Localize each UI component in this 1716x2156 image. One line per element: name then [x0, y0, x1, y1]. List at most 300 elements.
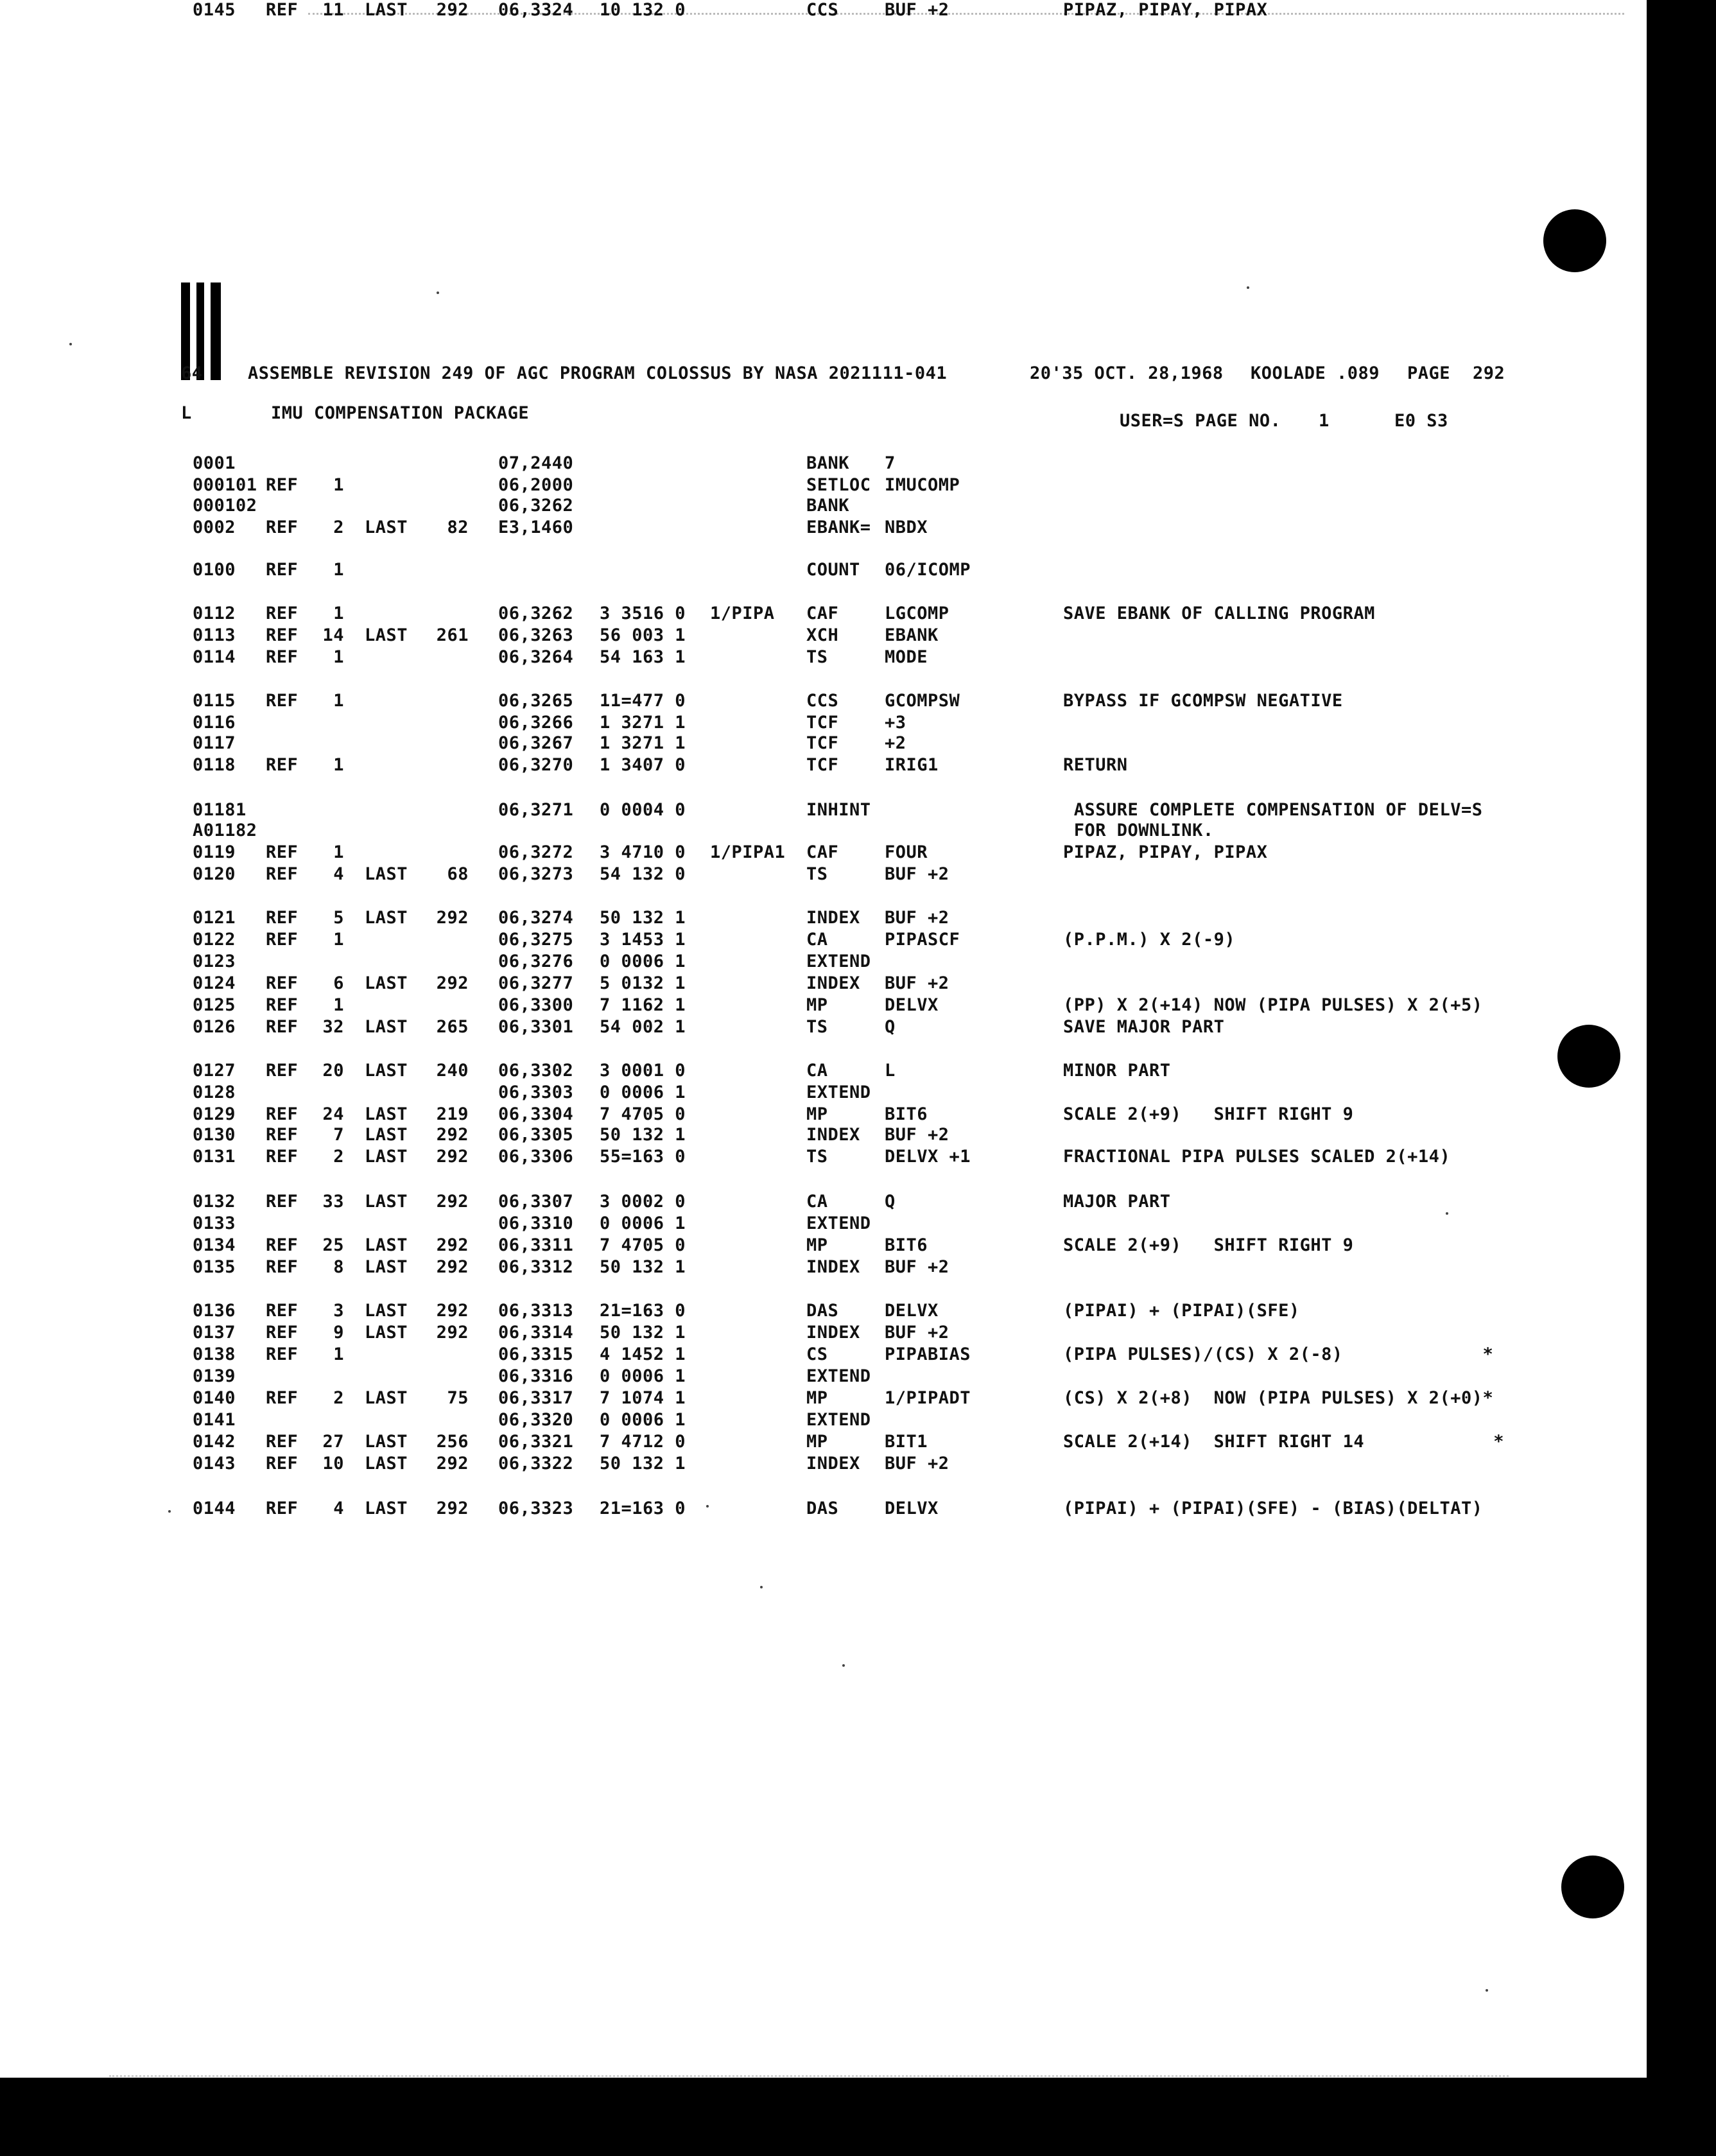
listing-refcount: 8 [333, 1257, 344, 1277]
listing-comment: SCALE 2(+9) SHIFT RIGHT 9 [1063, 1235, 1354, 1255]
speck [1446, 1212, 1448, 1215]
listing-addr: 06,3267 [498, 733, 574, 753]
listing-label: 1/PIPA [710, 604, 775, 623]
listing-operand: BUF +2 [885, 1454, 949, 1474]
listing-code: 50 132 1 [600, 1257, 686, 1277]
listing-refcount: 7 [333, 1125, 344, 1145]
listing-code: 0 0006 1 [600, 1366, 686, 1386]
listing-addr: 06,3302 [498, 1061, 574, 1081]
listing-code: 7 1074 1 [600, 1388, 686, 1408]
speck [706, 1505, 709, 1508]
listing-addr: 06,3315 [498, 1344, 574, 1364]
listing-op: EXTEND [806, 1213, 871, 1233]
listing-last: LAST [365, 1147, 408, 1167]
listing-seq: 0126 [193, 1017, 236, 1037]
listing-seq: 0135 [193, 1257, 236, 1277]
listing-ref: REF [266, 995, 299, 1015]
listing-refcount: 25 [322, 1235, 344, 1255]
listing-op: CA [806, 930, 828, 950]
listing-op: SETLOC [806, 475, 871, 495]
listing-op: DAS [806, 1499, 839, 1518]
listing-last: LAST [365, 517, 408, 537]
listing-lastpg: 219 [436, 1104, 469, 1124]
listing-seq: 0114 [193, 647, 236, 667]
listing-comment: (PIPAI) + (PIPAI)(SFE) [1063, 1301, 1300, 1321]
listing-seq: 0116 [193, 713, 236, 733]
listing-refcount: 1 [333, 647, 344, 667]
listing-op: TS [806, 864, 828, 884]
listing-operand: GCOMPSW [885, 691, 960, 711]
listing-addr: 06,3305 [498, 1125, 574, 1145]
listing-last: LAST [365, 1257, 408, 1277]
listing-ref: REF [266, 930, 299, 950]
listing-code: 3 0002 0 [600, 1192, 686, 1212]
listing-comment: PIPAZ, PIPAY, PIPAX [1063, 842, 1268, 862]
listing-comment: (PIPA PULSES)/(CS) X 2(-8) * [1063, 1344, 1494, 1364]
listing-operand: MODE [885, 647, 928, 667]
listing-seq: 0144 [193, 1499, 236, 1518]
listing-ref: REF [266, 1344, 299, 1364]
listing-code: 7 4712 0 [600, 1432, 686, 1452]
listing-addr: 06,3274 [498, 908, 574, 928]
listing-refcount: 1 [333, 560, 344, 580]
listing-seq: 0139 [193, 1366, 236, 1386]
listing-comment: FRACTIONAL PIPA PULSES SCALED 2(+14) [1063, 1147, 1451, 1167]
listing-ref: REF [266, 1125, 299, 1145]
listing-operand: PIPASCF [885, 930, 960, 950]
listing-refcount: 4 [333, 1499, 344, 1518]
listing-operand: PIPABIAS [885, 1344, 971, 1364]
listing-op: CS [806, 1344, 828, 1364]
listing-comment: FOR DOWNLINK. [1063, 821, 1214, 840]
listing-ref: REF [266, 1454, 299, 1474]
listing-comment: SCALE 2(+14) SHIFT RIGHT 14 * [1063, 1432, 1504, 1452]
listing-code: 55=163 0 [600, 1147, 686, 1167]
listing-refcount: 1 [333, 995, 344, 1015]
listing-op: INDEX [806, 908, 860, 928]
listing-code: 1 3271 1 [600, 713, 686, 733]
listing-comment: ASSURE COMPLETE COMPENSATION OF DELV=S [1063, 800, 1483, 820]
listing-op: MP [806, 1432, 828, 1452]
listing-operand: +3 [885, 713, 906, 733]
listing-seq: 0137 [193, 1323, 236, 1343]
listing-code: 4 1452 1 [600, 1344, 686, 1364]
speck [437, 291, 439, 294]
listing-seq: 0124 [193, 973, 236, 993]
listing-refcount: 2 [333, 1388, 344, 1408]
punch-hole-top [1543, 209, 1606, 272]
listing-operand: BIT6 [885, 1235, 928, 1255]
listing-ref: REF [266, 1323, 299, 1343]
listing-code: 7 4705 0 [600, 1235, 686, 1255]
listing-ref: REF [266, 475, 299, 495]
listing-seq: 0123 [193, 952, 236, 971]
speck [1486, 1989, 1488, 1992]
listing-seq: 0112 [193, 604, 236, 623]
listing-operand: EBANK [885, 625, 939, 645]
listing-addr: 06,3271 [498, 800, 574, 820]
listing-seq: 0132 [193, 1192, 236, 1212]
listing-last: LAST [365, 1192, 408, 1212]
listing-code: 7 4705 0 [600, 1104, 686, 1124]
listing-operand: BIT6 [885, 1104, 928, 1124]
listing-addr: 06,3304 [498, 1104, 574, 1124]
listing-operand: +2 [885, 733, 906, 753]
listing-op: TS [806, 1017, 828, 1037]
listing-op: XCH [806, 625, 839, 645]
listing-operand: LGCOMP [885, 604, 949, 623]
punch-hole-bottom [1561, 1856, 1624, 1918]
listing-ref: REF [266, 908, 299, 928]
listing-code: 5 0132 1 [600, 973, 686, 993]
listing-addr: 06,3303 [498, 1082, 574, 1102]
listing-addr: 06,3266 [498, 713, 574, 733]
listing-addr: 06,3322 [498, 1454, 574, 1474]
listing-lastpg: 292 [436, 1147, 469, 1167]
listing-operand: BUF +2 [885, 864, 949, 884]
listing-comment: PIPAZ, PIPAY, PIPAX [1063, 0, 1268, 20]
listing-addr: 06,2000 [498, 475, 574, 495]
listing-ref: REF [266, 1104, 299, 1124]
listing-seq: 0142 [193, 1432, 236, 1452]
listing-addr: 06,3277 [498, 973, 574, 993]
listing-operand: DELVX +1 [885, 1147, 971, 1167]
listing-refcount: 24 [322, 1104, 344, 1124]
listing-addr: 06,3300 [498, 995, 574, 1015]
listing-lastpg: 261 [436, 625, 469, 645]
listing-operand: BUF +2 [885, 973, 949, 993]
listing-code: 3 3516 0 [600, 604, 686, 623]
listing-refcount: 9 [333, 1323, 344, 1343]
listing-ref: REF [266, 647, 299, 667]
listing-code: 54 163 1 [600, 647, 686, 667]
listing-refcount: 14 [322, 625, 344, 645]
listing-seq: 0115 [193, 691, 236, 711]
listing-ref: REF [266, 1192, 299, 1212]
listing-addr: 07,2440 [498, 453, 574, 473]
listing-ref: REF [266, 1235, 299, 1255]
listing-addr: 06,3301 [498, 1017, 574, 1037]
listing-refcount: 1 [333, 475, 344, 495]
listing-operand: 1/PIPADT [885, 1388, 971, 1408]
listing-op: INHINT [806, 800, 871, 820]
listing-op: CAF [806, 842, 839, 862]
listing-comment: (CS) X 2(+8) NOW (PIPA PULSES) X 2(+0)* [1063, 1388, 1494, 1408]
listing-operand: DELVX [885, 1499, 939, 1518]
listing-ref: REF [266, 1017, 299, 1037]
listing-comment: MAJOR PART [1063, 1192, 1171, 1212]
listing-seq: 0138 [193, 1344, 236, 1364]
listing-operand: BUF +2 [885, 1125, 949, 1145]
listing-seq: 0130 [193, 1125, 236, 1145]
listing-code: 3 0001 0 [600, 1061, 686, 1081]
listing-operand: BUF +2 [885, 908, 949, 928]
listing-addr: 06,3312 [498, 1257, 574, 1277]
listing-last: LAST [365, 1499, 408, 1518]
listing-ref: REF [266, 517, 299, 537]
listing-lastpg: 292 [436, 1257, 469, 1277]
listing-refcount: 1 [333, 842, 344, 862]
listing-ref: REF [266, 1257, 299, 1277]
listing-code: 0 0004 0 [600, 800, 686, 820]
listing-code: 21=163 0 [600, 1301, 686, 1321]
listing-operand: 7 [885, 453, 896, 473]
listing-op: BANK [806, 496, 850, 516]
listing-addr: 06,3262 [498, 496, 574, 516]
listing-addr: 06,3273 [498, 864, 574, 884]
listing-source: KOOLADE .089 [1251, 363, 1380, 383]
listing-op: EXTEND [806, 952, 871, 971]
listing-code: 3 1453 1 [600, 930, 686, 950]
listing-addr: 06,3317 [498, 1388, 574, 1408]
listing-lastpg: 292 [436, 1499, 469, 1518]
listing-code: 11=477 0 [600, 691, 686, 711]
listing-code: 50 132 1 [600, 1454, 686, 1474]
eo-marker: E0 S3 [1394, 411, 1448, 431]
listing-last: LAST [365, 864, 408, 884]
listing-lastpg: 292 [436, 1125, 469, 1145]
listing-last: LAST [365, 1017, 408, 1037]
bottom-edge-artifact [109, 2075, 1509, 2078]
listing-code: 3 4710 0 [600, 842, 686, 862]
listing-last: LAST [365, 1323, 408, 1343]
listing-seq: 0129 [193, 1104, 236, 1124]
listing-operand: BUF +2 [885, 1257, 949, 1277]
listing-addr: 06,3323 [498, 1499, 574, 1518]
listing-addr: 06,3310 [498, 1213, 574, 1233]
listing-seq: 0122 [193, 930, 236, 950]
listing-refcount: 1 [333, 604, 344, 623]
punch-hole-middle [1557, 1025, 1620, 1088]
listing-ref: REF [266, 1147, 299, 1167]
listing-lastpg: 292 [436, 1235, 469, 1255]
listing-code: 0 0006 1 [600, 1082, 686, 1102]
listing-seq: 0136 [193, 1301, 236, 1321]
listing-seq: 0145 [193, 0, 236, 20]
listing-last: LAST [365, 1301, 408, 1321]
listing-op: CCS [806, 0, 839, 20]
listing-operand: BIT1 [885, 1432, 928, 1452]
listing-op: TS [806, 1147, 828, 1167]
listing-seq: 000102 [193, 496, 257, 516]
listing-ref: REF [266, 604, 299, 623]
section-marker: L [181, 403, 192, 423]
listing-lastpg: 292 [436, 908, 469, 928]
listing-op: CA [806, 1061, 828, 1081]
listing-op: EBANK= [806, 517, 871, 537]
listing-refcount: 5 [333, 908, 344, 928]
speck [1247, 286, 1249, 289]
listing-seq: 0119 [193, 842, 236, 862]
listing-last: LAST [365, 1104, 408, 1124]
listing-title: ASSEMBLE REVISION 249 OF AGC PROGRAM COLOSSUS BY NASA 2021111-041 [248, 363, 948, 383]
listing-lastpg: 82 [447, 517, 469, 537]
listing-operand: Q [885, 1017, 896, 1037]
listing-op: MP [806, 1104, 828, 1124]
listing-addr: 06,3265 [498, 691, 574, 711]
listing-last: LAST [365, 1454, 408, 1474]
listing-op: TCF [806, 733, 839, 753]
listing-op: EXTEND [806, 1366, 871, 1386]
listing-comment: BYPASS IF GCOMPSW NEGATIVE [1063, 691, 1343, 711]
listing-addr: 06,3316 [498, 1366, 574, 1386]
listing-addr: 06,3264 [498, 647, 574, 667]
section-title: IMU COMPENSATION PACKAGE [271, 403, 530, 423]
listing-lastpg: 75 [447, 1388, 469, 1408]
listing-addr: 06,3275 [498, 930, 574, 950]
listing-ref: REF [266, 1432, 299, 1452]
speck [168, 1510, 171, 1513]
listing-op: CAF [806, 604, 839, 623]
listing-seq: 0131 [193, 1147, 236, 1167]
listing-last: LAST [365, 1061, 408, 1081]
listing-op: EXTEND [806, 1082, 871, 1102]
listing-datetime: 20'35 OCT. 28,1968 [1030, 363, 1224, 383]
listing-op: MP [806, 1235, 828, 1255]
listing-comment: SAVE MAJOR PART [1063, 1017, 1225, 1037]
listing-comment: SCALE 2(+9) SHIFT RIGHT 9 [1063, 1104, 1354, 1124]
listing-op: COUNT [806, 560, 860, 580]
listing-seq: 0125 [193, 995, 236, 1015]
listing-addr: 06,3262 [498, 604, 574, 623]
listing-code: 54 132 0 [600, 864, 686, 884]
listing-operand: BUF +2 [885, 1323, 949, 1343]
listing-addr: 06,3320 [498, 1410, 574, 1430]
listing-operand: IRIG1 [885, 755, 939, 775]
user-page-number: 1 [1319, 411, 1330, 431]
listing-seq: 0134 [193, 1235, 236, 1255]
listing-lastpg: 265 [436, 1017, 469, 1037]
listing-ref: REF [266, 625, 299, 645]
listing-last: LAST [365, 0, 408, 20]
listing-operand: DELVX [885, 995, 939, 1015]
listing-ref: REF [266, 1301, 299, 1321]
listing-ref: REF [266, 1388, 299, 1408]
listing-operand: Q [885, 1192, 896, 1212]
listing-last: LAST [365, 625, 408, 645]
listing-code: 54 002 1 [600, 1017, 686, 1037]
listing-operand: NBDX [885, 517, 928, 537]
listing-refcount: 4 [333, 864, 344, 884]
listing-addr: 06,3307 [498, 1192, 574, 1212]
listing-op: EXTEND [806, 1410, 871, 1430]
listing-addr: 06,3314 [498, 1323, 574, 1343]
listing-lastpg: 292 [436, 1454, 469, 1474]
listing-operand: BUF +2 [885, 0, 949, 20]
listing-ref: REF [266, 842, 299, 862]
listing-addr: 06,3311 [498, 1235, 574, 1255]
listing-seq: 0127 [193, 1061, 236, 1081]
listing-refcount: 27 [322, 1432, 344, 1452]
speck [69, 343, 72, 345]
listing-refcount: 20 [322, 1061, 344, 1081]
listing-refcount: 32 [322, 1017, 344, 1037]
listing-comment: RETURN [1063, 755, 1128, 775]
listing-code: 0 0006 1 [600, 952, 686, 971]
listing-addr: 06,3313 [498, 1301, 574, 1321]
listing-seq: 0143 [193, 1454, 236, 1474]
listing-seq: 0118 [193, 755, 236, 775]
listing-refcount: 2 [333, 1147, 344, 1167]
listing-addr: E3,1460 [498, 517, 574, 537]
listing-operand: IMUCOMP [885, 475, 960, 495]
listing-lastpg: 292 [436, 1301, 469, 1321]
listing-addr: 06,3263 [498, 625, 574, 645]
listing-comment: (PP) X 2(+14) NOW (PIPA PULSES) X 2(+5) [1063, 995, 1483, 1015]
listing-seq: A01182 [193, 821, 257, 840]
listing-comment: (PIPAI) + (PIPAI)(SFE) - (BIAS)(DELTAT) [1063, 1499, 1483, 1518]
listing-lastpg: 292 [436, 973, 469, 993]
listing-addr: 06,3276 [498, 952, 574, 971]
listing-seq: 0117 [193, 733, 236, 753]
listing-label: 1/PIPA1 [710, 842, 786, 862]
listing-code: 50 132 1 [600, 908, 686, 928]
listing-op: TCF [806, 755, 839, 775]
listing-seq: 0133 [193, 1213, 236, 1233]
listing-lastpg: 68 [447, 864, 469, 884]
listing-last: LAST [365, 1432, 408, 1452]
listing-op: MP [806, 995, 828, 1015]
user-page-label: USER=S PAGE NO. [1120, 411, 1281, 431]
listing-refcount: 1 [333, 691, 344, 711]
listing-addr: 06,3324 [498, 0, 574, 20]
listing-code: 50 132 1 [600, 1323, 686, 1343]
listing-ref: REF [266, 691, 299, 711]
listing-op: BANK [806, 453, 850, 473]
listing-op: TS [806, 647, 828, 667]
listing-seq: 01181 [193, 800, 247, 820]
listing-op: INDEX [806, 973, 860, 993]
listing-code: 56 003 1 [600, 625, 686, 645]
listing-lastpg: 256 [436, 1432, 469, 1452]
listing-refcount: 10 [322, 1454, 344, 1474]
listing-comment: (P.P.M.) X 2(-9) [1063, 930, 1236, 950]
listing-code: 21=163 0 [600, 1499, 686, 1518]
listing-seq: 0128 [193, 1082, 236, 1102]
listing-last: LAST [365, 1235, 408, 1255]
listing-seq: 0113 [193, 625, 236, 645]
listing-op: MP [806, 1388, 828, 1408]
listing-op: CA [806, 1192, 828, 1212]
listing-seq: 0140 [193, 1388, 236, 1408]
listing-operand: DELVX [885, 1301, 939, 1321]
listing-comment: MINOR PART [1063, 1061, 1171, 1081]
listing-addr: 06,3272 [498, 842, 574, 862]
listing-lastpg: 292 [436, 0, 469, 20]
speck [842, 1664, 845, 1667]
listing-operand: FOUR [885, 842, 928, 862]
listing-ref: REF [266, 1061, 299, 1081]
listing-last: LAST [365, 1125, 408, 1145]
page-label: PAGE [1407, 363, 1451, 383]
listing-refcount: 1 [333, 930, 344, 950]
listing-refcount: 1 [333, 755, 344, 775]
listing-ref: REF [266, 973, 299, 993]
listing-refcount: 11 [322, 0, 344, 20]
listing-ref: REF [266, 864, 299, 884]
listing-code: 10 132 0 [600, 0, 686, 20]
listing-seq: 0120 [193, 864, 236, 884]
listing-code: 1 3271 1 [600, 733, 686, 753]
listing-ref: REF [266, 755, 299, 775]
page-number: 292 [1473, 363, 1505, 383]
speck [760, 1586, 763, 1588]
listing-code: 50 132 1 [600, 1125, 686, 1145]
listing-code: 1 3407 0 [600, 755, 686, 775]
listing-refcount: 6 [333, 973, 344, 993]
listing-seq: 0001 [193, 453, 236, 473]
listing-addr: 06,3306 [498, 1147, 574, 1167]
